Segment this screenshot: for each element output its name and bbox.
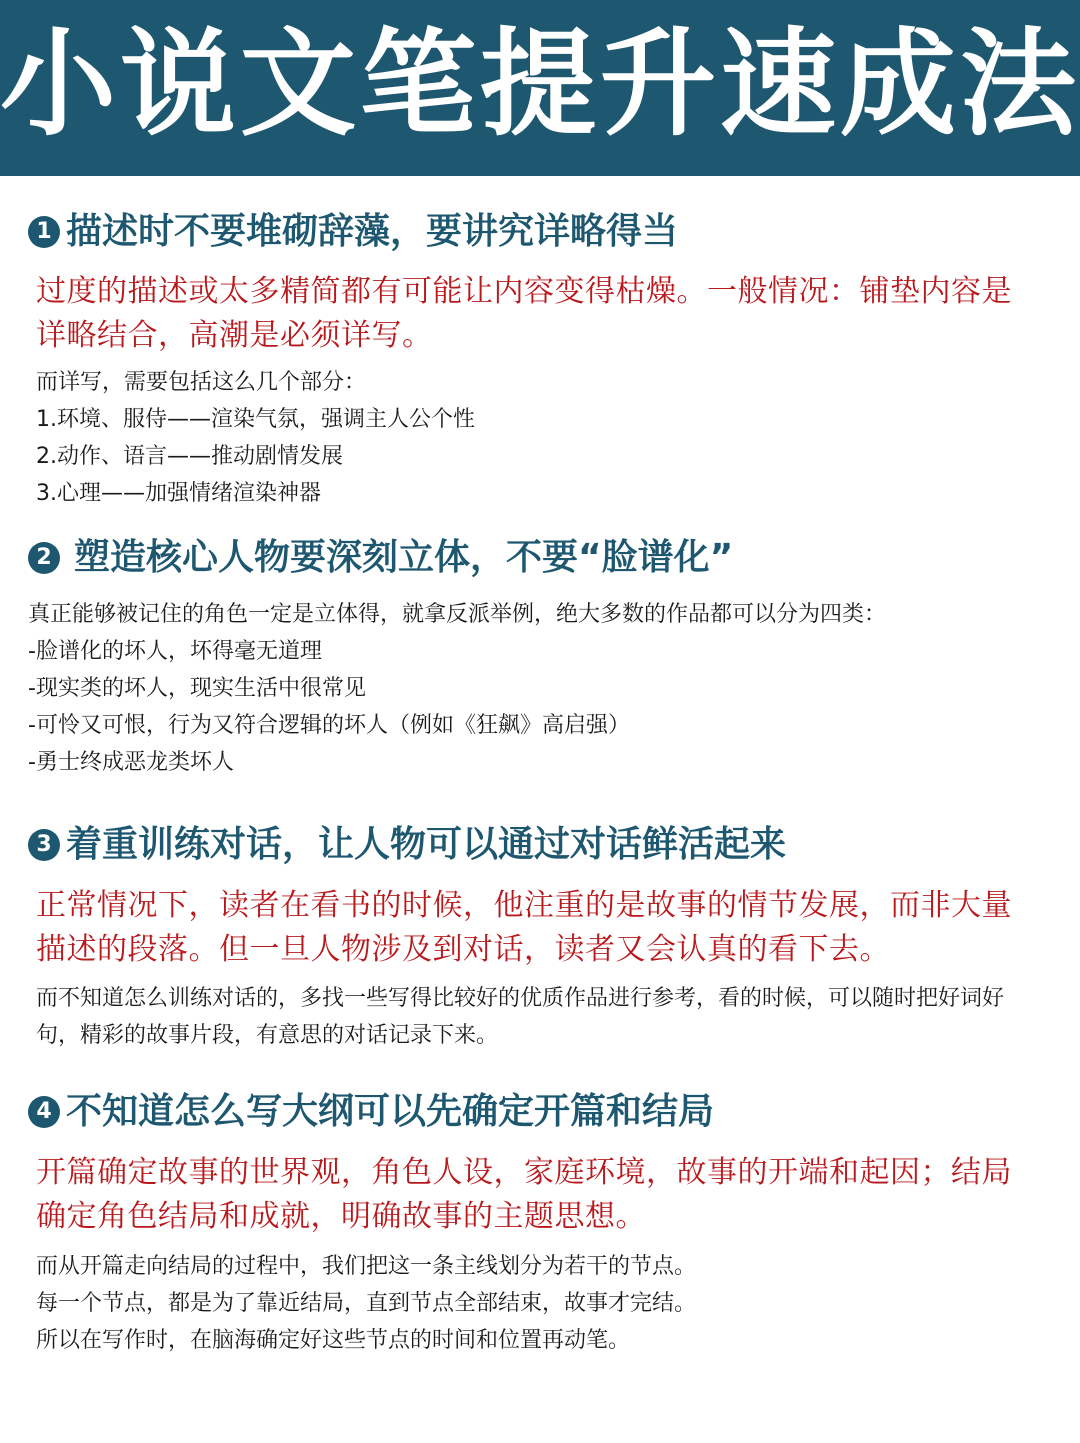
number-badge: 3 bbox=[28, 829, 60, 861]
section-heading bbox=[28, 1091, 715, 1132]
body-line: 而详写，需要包括这么几个部分： bbox=[36, 370, 367, 395]
body-text bbox=[28, 596, 1038, 781]
section-heading bbox=[28, 824, 787, 865]
emphasis-text: 开篇确定故事的世界观，角色人设，家庭环境，故事的开端和起因；结局确定角色结局和成就，明确故事的主题思想。 bbox=[36, 1155, 1012, 1234]
section-heading-text: 着重训练对话，让人物可以通过对话鲜活起来 bbox=[66, 824, 787, 865]
body-text: 而不知道怎么训练对话的，多找一些写得比较好的优质作品进行参考，看的时候，可以随时把好词好句，精彩的故事片段，有意思的对话记录下来。 bbox=[36, 986, 1005, 1048]
body-line: 1.环境、服侍——渲染气氛，强调主人公个性 bbox=[36, 407, 475, 432]
body-text bbox=[36, 1248, 1046, 1359]
section-heading bbox=[28, 537, 734, 578]
number-badge: 4 bbox=[28, 1096, 60, 1128]
section-heading bbox=[28, 211, 679, 252]
section-heading-text: 不知道怎么写大纲可以先确定开篇和结局 bbox=[66, 1091, 715, 1132]
body-line: 2.动作、语言——推动剧情发展 bbox=[36, 444, 343, 469]
body-text bbox=[36, 364, 1046, 512]
title-banner bbox=[0, 0, 1080, 176]
body-line: -脸谱化的坏人，坏得毫无道理 bbox=[28, 639, 322, 664]
body-line: 真正能够被记住的角色一定是立体得，就拿反派举例，绝大多数的作品都可以分为四类： bbox=[28, 602, 887, 627]
number-badge: 1 bbox=[28, 216, 60, 248]
body-line: 而从开篇走向结局的过程中，我们把这一条主线划分为若干的节点。 bbox=[36, 1254, 697, 1279]
body-line: -勇士终成恶龙类坏人 bbox=[28, 750, 234, 775]
emphasis-text: 过度的描述或太多精简都有可能让内容变得枯燥。一般情况：铺垫内容是详略结合，高潮是必须详写。 bbox=[36, 274, 1012, 353]
emphasis-text: 正常情况下，读者在看书的时候，他注重的是故事的情节发展，而非大量描述的段落。但一旦人物涉及到对话，读者又会认真的看下去。 bbox=[36, 888, 1012, 967]
body-line: 3.心理——加强情绪渲染神器 bbox=[36, 481, 321, 506]
section-heading-text: 描述时不要堆砌辞藻，要讲究详略得当 bbox=[66, 211, 679, 252]
body-line: -现实类的坏人，现实生活中很常见 bbox=[28, 676, 366, 701]
body-line: -可怜又可恨，行为又符合逻辑的坏人（例如《狂飙》高启强） bbox=[28, 713, 630, 738]
number-badge: 2 bbox=[28, 542, 60, 574]
page-title: 小说文笔提升速成法 bbox=[0, 17, 1080, 152]
section-heading-text: 塑造核心人物要深刻立体，不要“脸谱化” bbox=[74, 537, 734, 578]
body-line: 每一个节点，都是为了靠近结局，直到节点全部结束，故事才完结。 bbox=[36, 1291, 697, 1316]
body-line: 所以在写作时，在脑海确定好这些节点的时间和位置再动笔。 bbox=[36, 1328, 631, 1353]
